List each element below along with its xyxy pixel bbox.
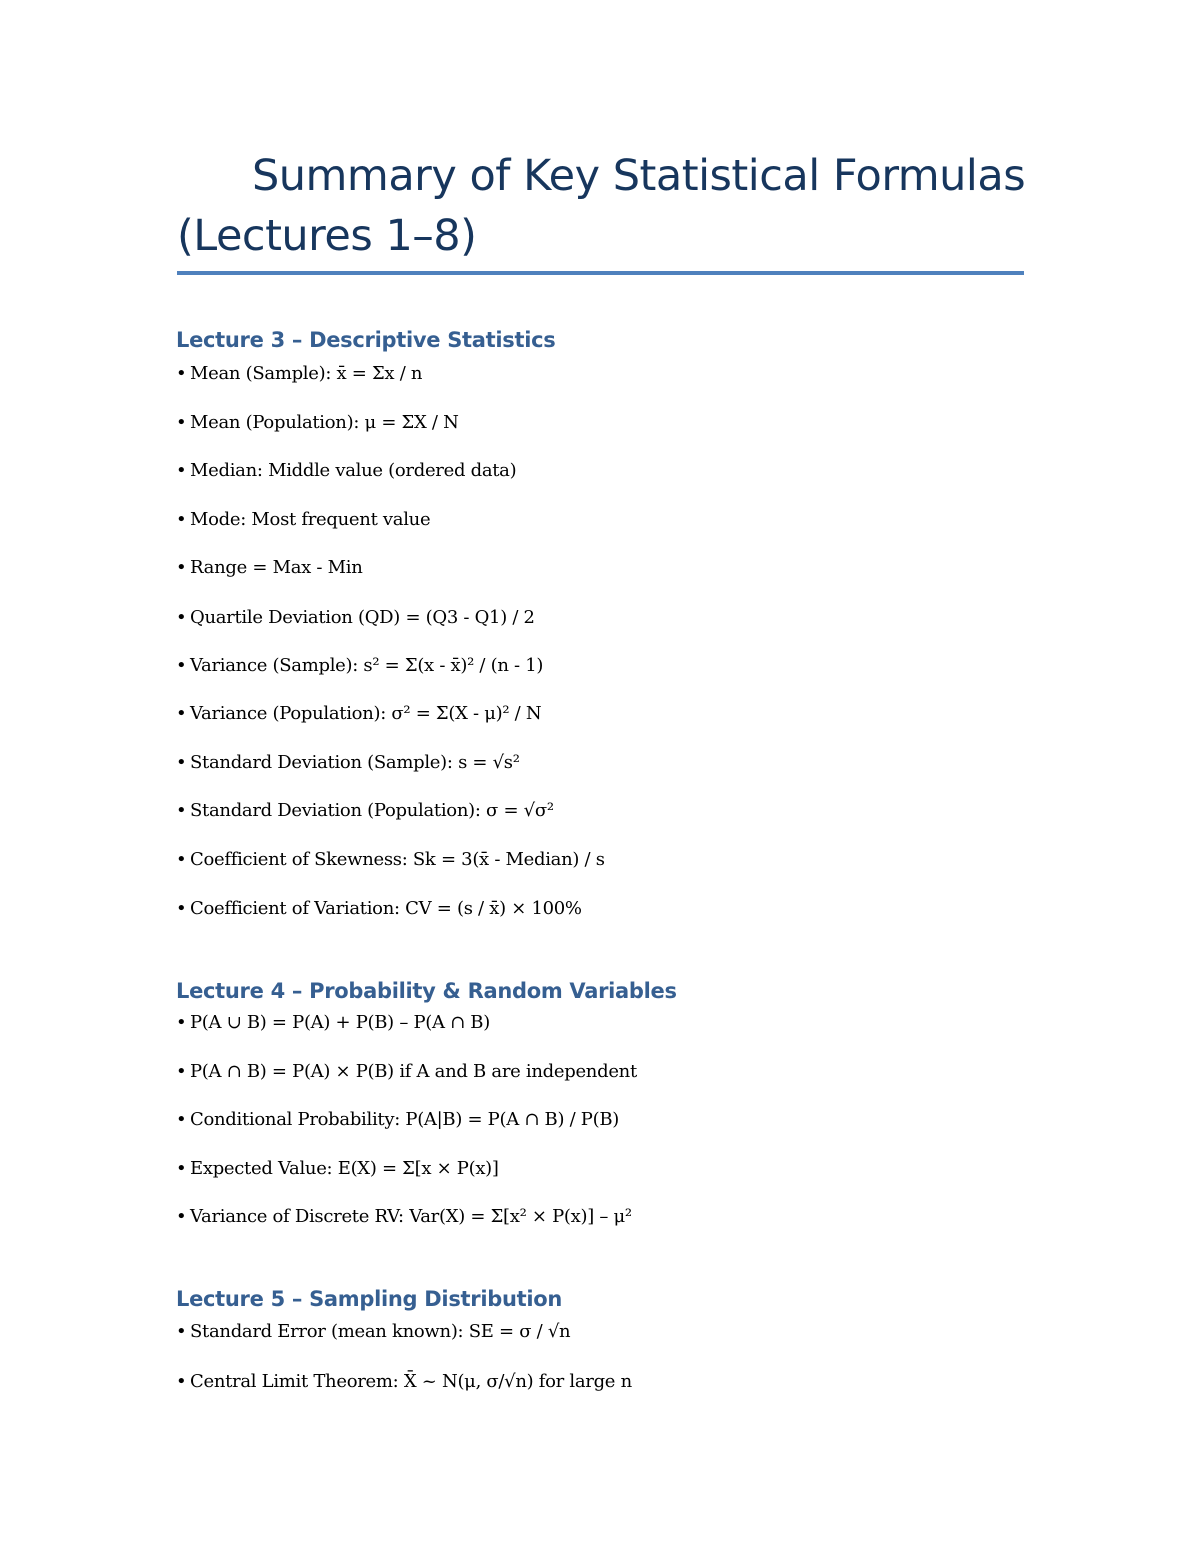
formula-item	[176, 653, 543, 679]
formula-text: Median: Middle value (ordered data)	[190, 460, 517, 481]
formula-item	[176, 555, 363, 581]
formula-text: Expected Value: E(X) = Σ[x × P(x)]	[190, 1158, 499, 1179]
formula-text: Range = Max - Min	[190, 557, 363, 578]
formula-item	[176, 361, 422, 387]
formula-text: Standard Deviation (Sample): s = √s²	[190, 752, 520, 773]
formula-text: Variance (Population): σ² = Σ(X - μ)² / N	[190, 703, 542, 724]
formula-item	[176, 458, 516, 484]
bullet-mark: •	[176, 1109, 187, 1130]
formula-text: Variance of Discrete RV: Var(X) = Σ[x² × P(x)] – μ²	[190, 1206, 632, 1227]
formula-text: Mean (Sample): x̄ = Σx / n	[190, 363, 423, 384]
formula-item	[176, 410, 459, 436]
bullet-mark: •	[176, 898, 187, 919]
section-heading-lecture-3: Lecture 3 – Descriptive Statistics	[176, 328, 556, 352]
bullet-mark: •	[176, 1061, 187, 1082]
bullet-mark: •	[176, 1321, 187, 1342]
formula-text: Mode: Most frequent value	[190, 509, 431, 530]
formula-text: Coefficient of Variation: CV = (s / x̄) × 100%	[190, 898, 582, 919]
formula-item	[176, 1369, 632, 1395]
formula-item	[176, 1010, 490, 1036]
formula-text: P(A ∪ B) = P(A) + P(B) – P(A ∩ B)	[190, 1012, 490, 1033]
formula-item	[176, 1319, 570, 1345]
formula-text: Quartile Deviation (QD) = (Q3 - Q1) / 2	[190, 607, 535, 628]
formula-text: Standard Deviation (Population): σ = √σ²	[190, 800, 554, 821]
title-underline	[177, 271, 1024, 275]
bullet-mark: •	[176, 363, 187, 384]
formula-text: Mean (Population): μ = ΣX / N	[190, 412, 459, 433]
section-heading-lecture-4: Lecture 4 – Probability & Random Variables	[176, 979, 677, 1003]
formula-item	[176, 798, 554, 824]
formula-text: Coefficient of Skewness: Sk = 3(x̄ - Median) / s	[190, 849, 605, 870]
formula-text: P(A ∩ B) = P(A) × P(B) if A and B are independent	[190, 1061, 637, 1082]
formula-item	[176, 750, 520, 776]
document-title: Summary of Key Statistical Formulas (Lectures 1–8)	[177, 151, 1026, 261]
formula-item	[176, 1059, 637, 1085]
formula-text: Variance (Sample): s² = Σ(x - x̄)² / (n - 1)	[190, 655, 544, 676]
bullet-mark: •	[176, 509, 187, 530]
formula-item	[176, 1156, 499, 1182]
bullet-mark: •	[176, 460, 187, 481]
formula-item	[176, 507, 430, 533]
formula-text: Standard Error (mean known): SE = σ / √n	[190, 1321, 571, 1342]
bullet-mark: •	[176, 703, 187, 724]
bullet-mark: •	[176, 412, 187, 433]
formula-item	[176, 605, 535, 631]
formula-item	[176, 1204, 632, 1230]
bullet-mark: •	[176, 1371, 187, 1392]
formula-item	[176, 701, 541, 727]
section-heading-lecture-5: Lecture 5 – Sampling Distribution	[176, 1287, 563, 1311]
formula-text: Central Limit Theorem: X̄ ~ N(μ, σ/√n) for large n	[190, 1371, 632, 1392]
bullet-mark: •	[176, 557, 187, 578]
bullet-mark: •	[176, 752, 187, 773]
bullet-mark: •	[176, 655, 187, 676]
formula-text: Conditional Probability: P(A|B) = P(A ∩ B) / P(B)	[190, 1109, 619, 1130]
bullet-mark: •	[176, 1158, 187, 1179]
bullet-mark: •	[176, 1206, 187, 1227]
bullet-mark: •	[176, 800, 187, 821]
formula-item	[176, 896, 582, 922]
formula-item	[176, 847, 605, 873]
bullet-mark: •	[176, 849, 187, 870]
formula-item	[176, 1107, 619, 1133]
bullet-mark: •	[176, 607, 187, 628]
bullet-mark: •	[176, 1012, 187, 1033]
